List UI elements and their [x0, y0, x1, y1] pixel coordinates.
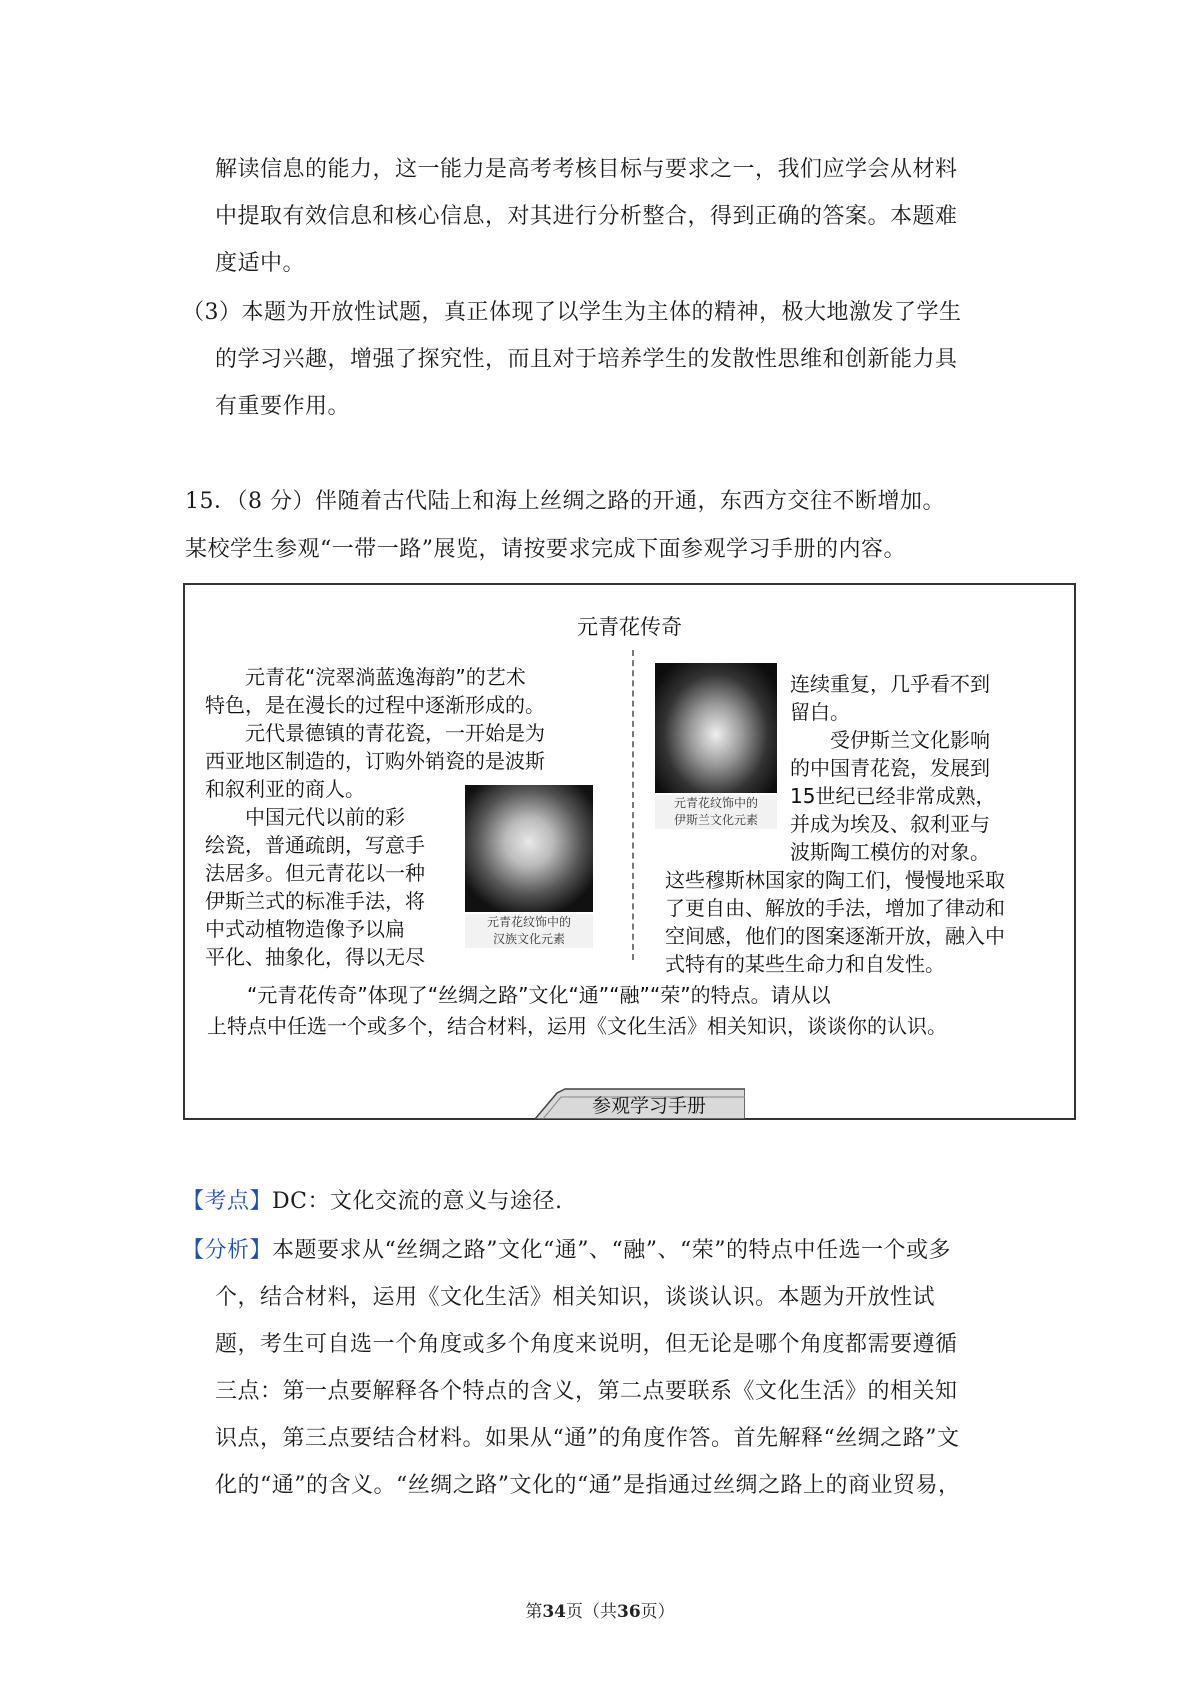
exhibit-right-line-7: 波斯陶工模仿的对象。	[790, 840, 990, 864]
exhibit-right-line-8: 这些穆斯林国家的陶工们，慢慢地采取	[665, 868, 1005, 892]
question15-line-1: 15．（8 分）伴随着古代陆上和海上丝绸之路的开通，东西方交往不断增加。	[185, 489, 945, 514]
vase-caption	[655, 795, 777, 829]
exhibit-right-line-6: 并成为埃及、叙利亚与	[790, 812, 990, 836]
porcelain-plate-image	[465, 785, 593, 912]
fenxi-tag: 【分析】	[182, 1238, 273, 1263]
exhibit-question-line-2: 上特点中任选一个或多个，结合材料，运用《文化生活》相关知识，谈谈你的认识。	[207, 1014, 947, 1038]
fenxi-line-3: 题，考生可自选一个角度或多个角度来说明，但无论是哪个角度都需要遵循	[215, 1332, 958, 1357]
footer-page-number: 34	[542, 1602, 566, 1622]
handbook-tab	[535, 1087, 745, 1119]
exhibit-left-line-8: 法居多。但元青花以一种	[205, 861, 425, 885]
fenxi-first-line: 本题要求从“丝绸之路”文化“通”、“融”、“荣”的特点中任选一个或多	[272, 1238, 951, 1263]
kaodian-section	[182, 1178, 562, 1225]
intro-line-2: 中提取有效信息和核心信息，对其进行分析整合，得到正确的答案。本题难	[215, 204, 958, 229]
plate-caption-line-1: 元青花纹饰中的	[486, 915, 571, 929]
footer-middle: 页（共	[566, 1602, 617, 1622]
exhibit-title: 元青花传奇	[577, 615, 682, 639]
exhibit-right-line-5: 15世纪已经非常成熟，	[790, 784, 996, 808]
handbook-tab-label: 参观学习手册	[591, 1095, 706, 1117]
question-15	[185, 478, 945, 574]
intro-line-1: 解读信息的能力，这一能力是高考考核目标与要求之一，我们应学会从材料	[215, 157, 958, 182]
point3-line-2: 的学习兴趣，增强了探究性，而且对于培养学生的发散性思维和创新能力具	[215, 347, 958, 372]
fenxi-line-6: 化的“通”的含义。“丝绸之路”文化的“通”是指通过丝绸之路上的商业贸易，	[215, 1473, 961, 1498]
point3-line-1: （3）本题为开放性试题，真正体现了以学生为主体的精神，极大地激发了学生	[182, 300, 962, 325]
porcelain-vase-image	[655, 663, 777, 793]
exhibit-figure	[183, 583, 1076, 1120]
intro-paragraph	[215, 146, 958, 287]
footer-total-pages: 36	[617, 1602, 641, 1622]
exhibit-right-text-top	[790, 670, 995, 866]
exhibit-right-line-9: 了更自由、解放的手法，增加了律动和	[665, 896, 1005, 920]
kaodian-tag: 【考点】	[182, 1189, 273, 1214]
vase-caption-line-2: 伊斯兰文化元素	[673, 813, 758, 827]
fenxi-line-2: 个，结合材料，运用《文化生活》相关知识，谈谈认识。本题为开放性试	[215, 1285, 936, 1310]
exhibit-question-line-1: “元青花传奇”体现了“丝绸之路”文化“通”“融”“荣”的特点。请从以	[247, 983, 831, 1007]
exhibit-left-line-4: 西亚地区制造的，订购外销瓷的是波斯	[205, 749, 545, 773]
plate-caption-line-2: 汉族文化元素	[492, 932, 565, 946]
exhibit-right-line-3: 受伊斯兰文化影响	[830, 728, 990, 752]
exhibit-right-line-4: 的中国青花瓷，发展到	[790, 756, 990, 780]
exhibit-left-line-1: 元青花“浣翠淌蓝逸海韵”的艺术	[245, 665, 526, 689]
point3-line-3: 有重要作用。	[215, 394, 351, 419]
fenxi-line-4: 三点：第一点要解释各个特点的含义，第二点要联系《文化生活》的相关知	[215, 1379, 958, 1404]
question15-line-2: 某校学生参观“一带一路”展览，请按要求完成下面参观学习手册的内容。	[185, 537, 906, 562]
page-footer	[0, 1597, 1200, 1622]
fenxi-section	[182, 1227, 961, 1509]
footer-prefix: 第	[525, 1602, 543, 1622]
exhibit-right-line-1: 连续重复，几乎看不到	[790, 672, 990, 696]
exhibit-divider	[632, 650, 634, 960]
exhibit-left-line-2: 特色，是在漫长的过程中逐渐形成的。	[205, 693, 545, 717]
point-3-paragraph	[182, 289, 962, 430]
exhibit-left-line-6: 中国元代以前的彩	[245, 805, 405, 829]
kaodian-text: DC：文化交流的意义与途径.	[272, 1189, 563, 1214]
exhibit-left-line-9: 伊斯兰式的标准手法，将	[205, 889, 425, 913]
exhibit-left-line-3: 元代景德镇的青花瓷，一开始是为	[245, 721, 545, 745]
fenxi-line-5: 识点，第三点要结合材料。如果从“通”的角度作答。首先解释“丝绸之路”文	[215, 1426, 960, 1451]
exhibit-left-line-5: 和叙利亚的商人。	[205, 777, 365, 801]
exhibit-left-line-11: 平化、抽象化，得以无尽	[205, 945, 425, 969]
intro-line-3: 度适中。	[215, 251, 306, 276]
exhibit-left-line-10: 中式动植物造像予以扁	[205, 917, 405, 941]
plate-caption	[465, 914, 593, 948]
exhibit-right-text-bottom	[665, 866, 1005, 978]
exhibit-question	[207, 980, 947, 1042]
footer-suffix: 页）	[640, 1602, 675, 1622]
exhibit-right-line-10: 空间感，他们的图案逐渐开放，融入中	[665, 924, 1005, 948]
exhibit-left-line-7: 绘瓷，普通疏朗，写意手	[205, 833, 425, 857]
exhibit-right-line-11: 式特有的某些生命力和自发性。	[665, 952, 945, 976]
vase-caption-line-1: 元青花纹饰中的	[673, 796, 758, 810]
exhibit-right-line-2: 留白。	[790, 700, 850, 724]
